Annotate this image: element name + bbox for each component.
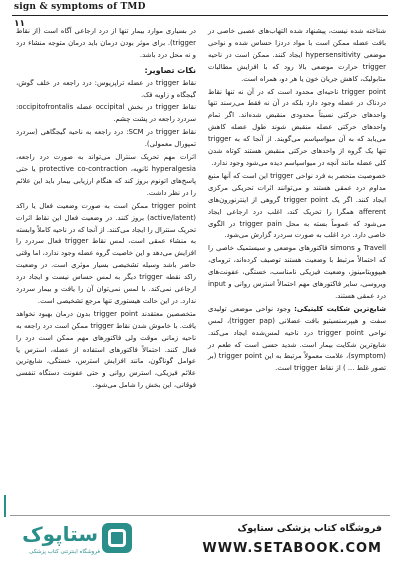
paragraph: متخصصین معتقدند trigger point بدون درمان بهبود نخواهد یافت. با خاموش شدن نقاط trigger ممکن است درد راجعه به ناحیه زمانی موقت ولی فاکتورهای مهم ممکن است درد را فعال کنند. احتمالاً فاکتورهای استفاده از عضله، استرس یا عوامل گوناگون، مانند افزایش استرس، خستگی، شایع‌ترین علائم فیزیکی، استرس روانی و حتی عفونت دستگاه تنفسی فوقانی، این بخش را شامل می‌شود.: [16, 309, 196, 390]
paragraph: شناخته شده نیست، پیشنهاد شده التهاب‌های عصبی خاصی در بافت عضله ممکن است با مواد دردزا حساس شده و نواحی موضعی hypersensitivity ایجاد کنند. ممکن است در ناحیه trigger حرارت موضعی بالا رود که با افزایش مطالبات متابولیک، کاهش جریان خون یا هر دو، همراه است.: [208, 27, 386, 83]
paragraph-text: وجود نواحی موضعی تولیدی سفت و هیپرسنسیتیو بافت عضلانی (trigger pap)، لمس نواحی trigger point درد ناحیه لمس‌شده ایجاد می‌کند. شایع‌ترین شکایت بیمار است. شدید حسی است که طعم در (symptom)، علامت معمولاً مرتبط به این trigger point (بر تصور غلط ... ) از نقاط trigger است.: [208, 304, 386, 373]
page-number: ۱۱: [14, 19, 25, 29]
right-text-column: [208, 26, 386, 376]
page-footer: [0, 515, 400, 567]
setabook-logo[interactable]: [8, 521, 132, 561]
store-name: فروشگاه کتاب پزشکی ستاپوک: [237, 523, 382, 534]
header-rule: [12, 15, 388, 16]
paragraph: [208, 304, 386, 375]
paragraph: اثرات مهم تحریک سنترال می‌تواند به صورت درد راجعه، hyperalgesia ثانویه، protective co-contraction یا حتی پاسخ‌های اتونوم بروز کند که هنگام ارزیابی بیمار باید این علائم را در نظر داشت.: [16, 153, 196, 197]
running-title: sign & symptoms of TMD: [14, 2, 146, 12]
left-text-column: [16, 26, 196, 393]
bookstore-logo-icon: [102, 523, 132, 553]
paragraph: نقاط trigger در بخش occipital عضله occipitofrontalis: سردرد راجعه در پشت چشم.: [16, 103, 196, 124]
margin-accent-bar: [4, 495, 6, 517]
logo-subtitle: فروشگاه اینترنتی کتاب پزشکی: [29, 549, 100, 555]
store-url-link[interactable]: WWW.SETABOOK.COM: [202, 541, 382, 556]
paragraph: Travell و simons فاکتورهای موضعی و سیستمیک خاصی را که احتمالاً مرتبط با وضعیت هستند توصیف کرده‌اند، ترومای، هیپوویتامینوز، وضعیت فیزیکی نامناسب، خستگی، عفونت‌های ویروسی، سایر فاکتورهای مهم احتمالاً استرس روانی و input درد عمقی هستند.: [208, 244, 386, 300]
paragraph: در بسیاری موارد بیمار تنها از درد ارجاعی آگاه است (از نقاط trigger). برای موثر بودن درمان باید درمان متوجه منشاء درد و نه محل درد باشد.: [16, 27, 196, 59]
logo-wordmark: ستاپوک: [22, 522, 98, 546]
paragraph: خصوصیت منحصر به فرد نواحی trigger این است که آنها منبع مداوم درد عمقی هستند و می‌توانند اثرات تحریکی مرکزی ایجاد کنند. اگر یک trigger point گروهی از اینترنورون‌های afferent همگرا را تحریک کند، اغلب درد ارجاعی ایجاد می‌شود که عموماً بسته به محل trigger pain در الگوی خاصی دارد. درد اغلب به صورت سردرد گزارش می‌شود.: [208, 171, 386, 240]
paragraph: نقاط trigger در SCM: درد راجعه به ناحیه گیجگاهی (سردرد تمپورال معمولی).: [16, 128, 196, 149]
paragraph-lead: شایع‌ترین شکایت کلینیکی:: [294, 304, 386, 313]
paragraph: trigger point ناحیه‌ای محدود است که در آن نه تنها نقاط دردناک در عضله وجود دارد بلکه در آن نه فقط می‌رسند تنها واحدهای حرکتی نسبتاً محدودی منقبض شده‌اند. اگر تمام واحدهای حرکتی عضله منقبض شوند طول عضله کاهش می‌یابد که به آن میواسپاسم می‌گویند. از آنجا که به trigger تنها یک گروه از واحدهای حرکتی منقبض هستند کوتاه شدن کلی عضله مانند آنچه در میواسپاسم دیده می‌شود وجود ندارد.: [208, 87, 386, 167]
footer-rule: [10, 515, 390, 516]
paragraph: نقاط trigger در عضله تراپزیوس: درد راجعه در خلف گوش، گیجگاه و زاویه فک.: [16, 78, 196, 99]
paragraph: trigger point ممکن است به صورت وضعیت فعال یا راکد (active/latent) بروز کنند. در وضعیت فعال این نقاط اثرات تحریک سنترال را ایجاد می‌کنند. از آنجا که در ناحیه کاملاً وابسته به منشاء عمقی است، لمس نقاط trigger فعال سردرد را افزایش می‌دهد و این خاصیت گروه عضله وجود ندارد، اما وقتی حاضر باشد وسیله تشخیصی بسیار موثری است. در وضعیت راکد نقطه trigger دیگر به لمس حساس نیست و ایجاد درد ارجاعی نمی‌کند. با لمس نمی‌توان آن را یافت و بیمار سردرد ندارد. در این حالت هیستوری تنها مرجع تشخیصی است.: [16, 201, 197, 305]
section-heading: نکات تصاویر:: [144, 65, 196, 75]
